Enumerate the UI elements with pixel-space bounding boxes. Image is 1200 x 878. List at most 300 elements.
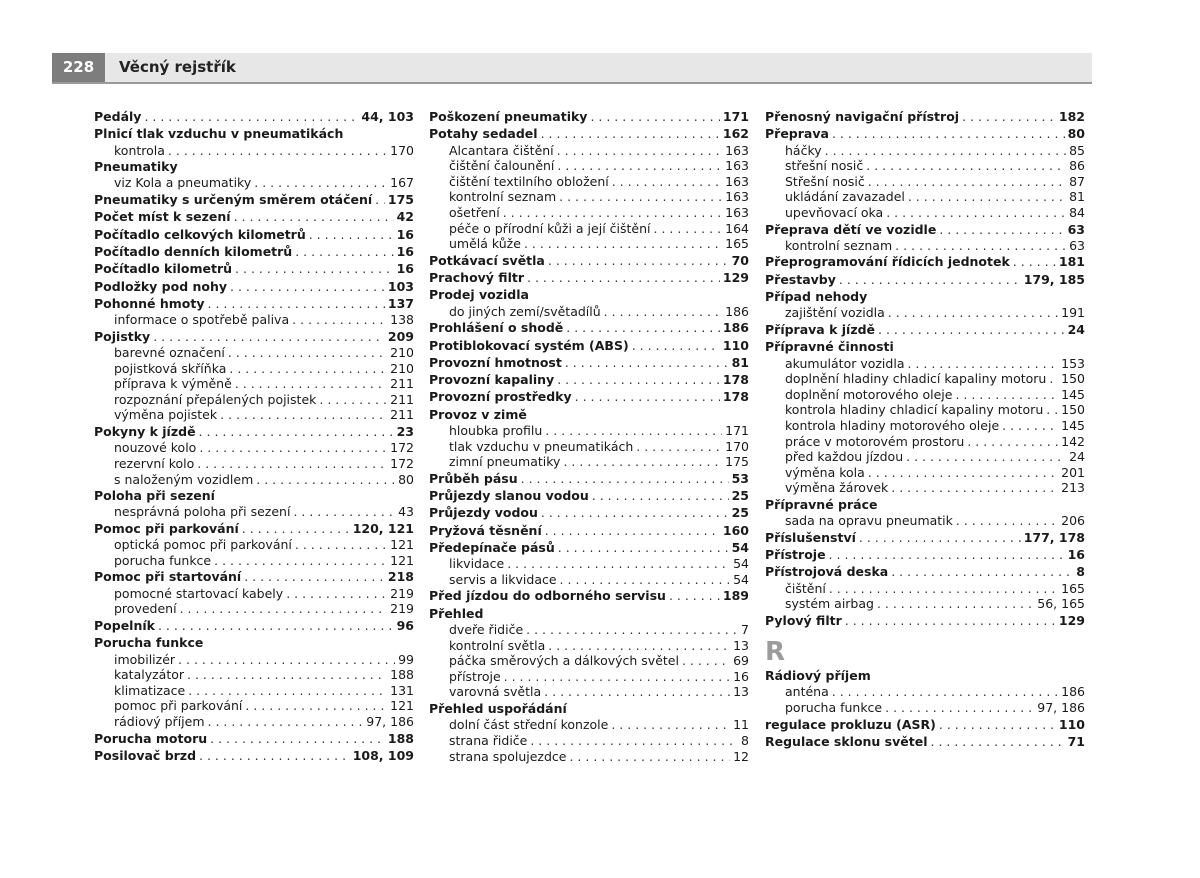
index-subentry [429,454,749,470]
entry-page: 171 [722,109,749,124]
index-entry [429,108,749,125]
entry-page: 16 [1067,547,1085,563]
leader-dots [560,572,731,588]
entry-page: 175 [387,192,414,208]
entry-term: čištění [785,580,826,596]
leader-dots [895,238,1066,254]
leader-dots [1049,371,1058,387]
entry-term: hloubka profilu [449,423,543,439]
index-entry [765,716,1085,733]
leader-dots [590,108,719,125]
leader-dots [530,733,738,749]
index-entry [765,529,1085,546]
entry-term: Pokyny k jízdě [94,424,196,440]
leader-dots [888,305,1058,321]
index-entry [94,208,414,225]
leader-dots [256,472,395,488]
entry-term: Popelník [94,617,155,633]
index-subentry [94,456,414,472]
leader-dots [907,356,1058,372]
entry-term: akumulátor vozidla [785,355,905,371]
entry-page: 7 [741,622,749,638]
entry-page: 129 [1058,612,1085,628]
entry-page: 85 [1069,142,1085,158]
entry-term: Počítadlo denních kilometrů [94,243,293,259]
entry-page: 211 [390,376,414,392]
index-subentry [429,749,749,765]
index-subentry [765,402,1085,418]
entry-term: páčka směrových a dálkových světel [449,653,679,669]
index-subentry [94,683,414,699]
index-subentry [765,684,1085,700]
entry-page: 121 [390,552,414,568]
entry-term: zajištění vozidla [785,305,885,321]
entry-page: 170 [390,142,414,158]
leader-dots [309,226,394,243]
entry-term: dveře řidiče [449,622,524,638]
leader-dots [242,520,350,537]
leader-dots [144,108,358,125]
entry-term: Průjezdy vodou [429,505,538,521]
entry-page: 110 [1058,716,1085,732]
entry-term: Příprava k jízdě [765,321,876,337]
leader-dots [878,321,1065,338]
entry-term: zimní pneumatiky [449,454,561,470]
entry-term: provedení [114,601,177,617]
entry-page: 170 [725,438,749,454]
entry-page: 160 [722,522,749,538]
leader-dots [199,423,394,440]
index-entry [765,546,1085,563]
entry-page: 8 [1076,564,1085,580]
entry-page: 16 [396,261,414,277]
index-entry [94,730,414,747]
leader-dots [565,354,729,371]
leader-dots [220,407,387,423]
entry-term: výměna žárovek [785,480,889,496]
entry-term: práce v motorovém prostoru [785,433,965,449]
entry-page: 23 [396,424,414,440]
index-subentry [94,376,414,392]
index-subentry [429,439,749,455]
entry-term: Případ nehody [765,289,868,305]
entry-term: do jiných zemí/světadílů [449,303,601,319]
entry-page: 178 [722,389,749,405]
entry-term: háčky [785,142,822,158]
leader-dots [604,304,722,320]
index-subentry [765,305,1085,321]
index-entry [429,354,749,371]
index-entry [94,328,414,345]
entry-term: katalyzátor [114,667,185,683]
leader-dots [868,465,1058,481]
entry-term: Pojistky [94,328,151,344]
entry-page: 167 [390,175,414,191]
entry-page: 8 [741,732,749,748]
index-entry [765,125,1085,142]
index-entry [765,733,1085,750]
index-subentry [429,143,749,159]
entry-page: 182 [1058,109,1085,124]
entry-term: regulace prokluzu (ASR) [765,716,936,732]
leader-dots [557,143,722,159]
index-entry [429,605,749,622]
leader-dots [908,189,1066,205]
leader-dots [563,454,722,470]
index-entry [94,125,414,142]
page-header [52,53,1092,84]
entry-page: 171 [725,423,749,439]
entry-page: 63 [1067,221,1085,237]
index-subentry [429,304,749,320]
entry-term: imobilizér [114,651,176,667]
entry-page: 13 [733,684,749,700]
entry-page: 219 [390,601,414,617]
entry-page: 110 [722,337,749,353]
index-entry [429,269,749,286]
index-entry [765,321,1085,338]
leader-dots [939,221,1064,238]
entry-page: 13 [733,637,749,653]
entry-term: varovná světla [449,684,542,700]
entry-page: 97, 186 [366,713,414,729]
leader-dots [548,252,729,269]
entry-term: Pryžová těsnění [429,522,542,538]
index-entry [429,700,749,717]
entry-page: 210 [390,345,414,361]
index-subentry [94,472,414,488]
leader-dots [955,387,1058,403]
entry-term: sada na opravu pneumatik [785,513,953,529]
index-subentry [765,434,1085,450]
entry-page: 24 [1067,321,1085,337]
leader-dots [832,684,1058,700]
leader-dots [967,434,1058,450]
index-entry [765,108,1085,125]
index-entry [94,487,414,504]
entry-page: 213 [1061,480,1085,496]
entry-term: doplnění motorového oleje [785,386,953,402]
entry-page: 178 [722,372,749,388]
leader-dots [503,205,722,221]
entry-page: 129 [722,270,749,286]
entry-term: Pylový filtr [765,612,842,628]
entry-term: výměna kola [785,464,865,480]
entry-term: pomocné startovací kabely [114,585,284,601]
index-subentry [94,698,414,714]
entry-term: Pedály [94,109,142,124]
index-subentry [94,345,414,361]
leader-dots [885,700,1034,716]
entry-page: 163 [725,173,749,189]
entry-term: upevňovací oka [785,204,884,220]
index-entry [429,587,749,604]
entry-term: Přípravné práce [765,496,878,512]
entry-term: čištění čalounění [449,158,555,174]
index-subentry [94,537,414,553]
index-entry [94,568,414,585]
entry-term: systém airbag [785,596,874,612]
index-entry [765,271,1085,288]
index-entry [94,108,414,125]
entry-page: 188 [390,667,414,683]
entry-page: 16 [733,668,749,684]
index-subentry [765,596,1085,612]
index-entry [765,338,1085,355]
index-entry [429,539,749,556]
index-entry [94,191,414,208]
index-entry [765,667,1085,684]
entry-page: 163 [725,158,749,174]
leader-dots [541,504,729,521]
leader-dots [199,440,387,456]
leader-dots [906,449,1066,465]
entry-page: 172 [390,440,414,456]
entry-term: rozpoznání přepálených pojistek [114,391,317,407]
leader-dots [829,546,1065,563]
entry-page: 186 [1061,684,1085,700]
entry-term: viz Kola a pneumatiky [114,175,252,191]
entry-page: 165 [725,236,749,252]
index-subentry [94,143,414,159]
entry-term: barevné označení [114,345,225,361]
entry-page: 44, 103 [361,109,414,124]
leader-dots [839,271,1021,288]
leader-dots [832,125,1065,142]
index-subentry [94,652,414,668]
entry-term: kontrolní seznam [785,237,893,253]
entry-term: anténa [785,684,829,700]
leader-dots [375,191,385,208]
leader-dots [654,221,723,237]
entry-term: Průběh pásu [429,470,518,486]
leader-dots [178,652,395,668]
entry-term: porucha funkce [114,552,212,568]
entry-page: 163 [725,189,749,205]
entry-term: pomoc při parkování [114,698,243,714]
entry-page: 96 [396,617,414,633]
entry-term: servis a likvidace [449,571,557,587]
entry-term: Provozní hmotnost [429,354,562,370]
leader-dots [235,260,394,277]
entry-page: 153 [1061,355,1085,371]
entry-page: 56, 165 [1037,596,1085,612]
index-subentry [765,449,1085,465]
leader-dots [504,669,730,685]
leader-dots [939,716,1056,733]
leader-dots [931,733,1065,750]
entry-term: Přestavby [765,271,836,287]
index-subentry [94,553,414,569]
entry-term: kontrolní světla [449,637,546,653]
index-column-3 [765,108,1085,750]
index-subentry [94,714,414,730]
entry-term: Regulace sklonu světel [765,733,928,749]
entry-term: Přenosný navigační přístroj [765,109,960,124]
leader-dots [962,108,1056,125]
leader-dots [197,456,387,472]
entry-term: Prohlášení o shodě [429,320,564,336]
index-entry [765,612,1085,629]
index-entry [765,221,1085,238]
entry-page: 24 [1069,449,1085,465]
entry-term: Prodej vozidla [429,287,529,303]
entry-term: klimatizace [114,682,186,698]
index-subentry [765,174,1085,190]
index-entry [429,319,749,336]
leader-dots [1002,418,1058,434]
index-entry [765,288,1085,305]
entry-page: 209 [387,328,414,344]
entry-term: ošetření [449,204,500,220]
index-entry [765,563,1085,580]
index-subentry [429,556,749,572]
leader-dots [611,717,730,733]
leader-dots [557,158,722,174]
entry-page: 164 [725,220,749,236]
entry-term: pojistková skříňka [114,360,227,376]
leader-dots [569,749,730,765]
leader-dots [548,638,730,654]
entry-term: strana řidiče [449,732,528,748]
entry-page: 54 [733,571,749,587]
entry-term: Pohonné hmoty [94,295,205,311]
index-subentry [429,572,749,588]
entry-page: 201 [1061,464,1085,480]
entry-page: 165 [1061,580,1085,596]
index-entry [429,406,749,423]
entry-term: Pneumatiky [94,159,178,175]
leader-dots [825,143,1066,159]
leader-dots [845,612,1056,629]
leader-dots [527,269,720,286]
entry-page: 99 [398,651,414,667]
index-entry [429,252,749,269]
index-entry [94,520,414,537]
index-column-2 [429,108,749,764]
leader-dots [669,587,720,604]
leader-dots [208,714,364,730]
index-subentry [94,407,414,423]
index-subentry [765,238,1085,254]
entry-page: 121 [390,537,414,553]
entry-term: dolní část střední konzole [449,717,609,733]
entry-page: 145 [1061,386,1085,402]
entry-term: Protiblokovací systém (ABS) [429,337,629,353]
entry-term: Počet míst k sezení [94,209,231,225]
entry-term: Porucha funkce [94,635,204,651]
index-subentry [94,361,414,377]
index-entry [429,286,749,303]
entry-term: přístroje [449,668,501,684]
leader-dots [292,312,387,328]
index-subentry [429,189,749,205]
entry-term: Pneumatiky s určeným směrem otáčení [94,192,373,208]
entry-page: 191 [1061,305,1085,321]
entry-term: čištění textilního obložení [449,173,609,189]
entry-page: 120, 121 [352,520,414,536]
leader-dots [208,295,385,312]
leader-dots [168,143,387,159]
entry-term: kontrola [114,142,165,158]
entry-page: 211 [390,407,414,423]
index-subentry [765,356,1085,372]
entry-page: 188 [387,730,414,746]
index-subentry [429,638,749,654]
entry-page: 137 [387,295,414,311]
entry-term: Průjezdy slanou vodou [429,488,589,504]
entry-term: Potahy sedadel [429,126,538,142]
leader-dots [866,158,1066,174]
entry-term: Přístrojová deska [765,564,889,580]
entry-term: kontrola hladiny motorového oleje [785,417,1000,433]
entry-term: ukládání zavazadel [785,189,905,205]
index-subentry [429,221,749,237]
leader-dots [566,319,720,336]
index-subentry [94,312,414,328]
entry-term: péče o přírodní kůži a její čištění [449,220,651,236]
entry-page: 71 [1067,733,1085,749]
leader-dots [868,174,1066,190]
entry-page: 179, 185 [1023,271,1085,287]
index-subentry [429,733,749,749]
index-subentry [429,174,749,190]
leader-dots [244,568,385,585]
leader-dots [187,667,387,683]
page-title: Věcný rejstřík [119,58,236,76]
index-entry [429,337,749,354]
leader-dots [214,553,387,569]
entry-page: 138 [390,312,414,328]
entry-page: 189 [722,588,749,604]
leader-dots [526,622,738,638]
leader-dots [1046,402,1058,418]
index-entry [94,278,414,295]
leader-dots [199,747,350,764]
leader-dots [956,513,1058,529]
index-subentry [765,581,1085,597]
leader-dots [319,392,387,408]
index-subentry [765,158,1085,174]
entry-page: 186 [725,303,749,319]
entry-page: 186 [722,320,749,336]
leader-dots [228,345,387,361]
entry-term: Prachový filtr [429,270,524,286]
entry-page: 108, 109 [352,747,414,763]
entry-page: 54 [731,539,749,555]
entry-page: 70 [731,252,749,268]
entry-term: Plnicí tlak vzduchu v pneumatikách [94,126,344,142]
entry-page: 87 [1069,173,1085,189]
index-subentry [765,480,1085,496]
index-entry [94,617,414,634]
page-number: 228 [52,53,105,82]
index-column-1 [94,108,414,764]
entry-page: 42 [396,209,414,225]
entry-page: 80 [398,471,414,487]
entry-term: strana spolujezdce [449,748,567,764]
leader-dots [158,617,394,634]
entry-term: Posilovač brzd [94,747,197,763]
leader-dots [295,537,387,553]
index-entry [94,243,414,260]
index-subentry [765,205,1085,221]
leader-dots [545,423,722,439]
entry-page: 63 [1069,237,1085,253]
leader-dots [632,337,720,354]
entry-page: 181 [1058,254,1085,270]
index-entry [94,634,414,651]
